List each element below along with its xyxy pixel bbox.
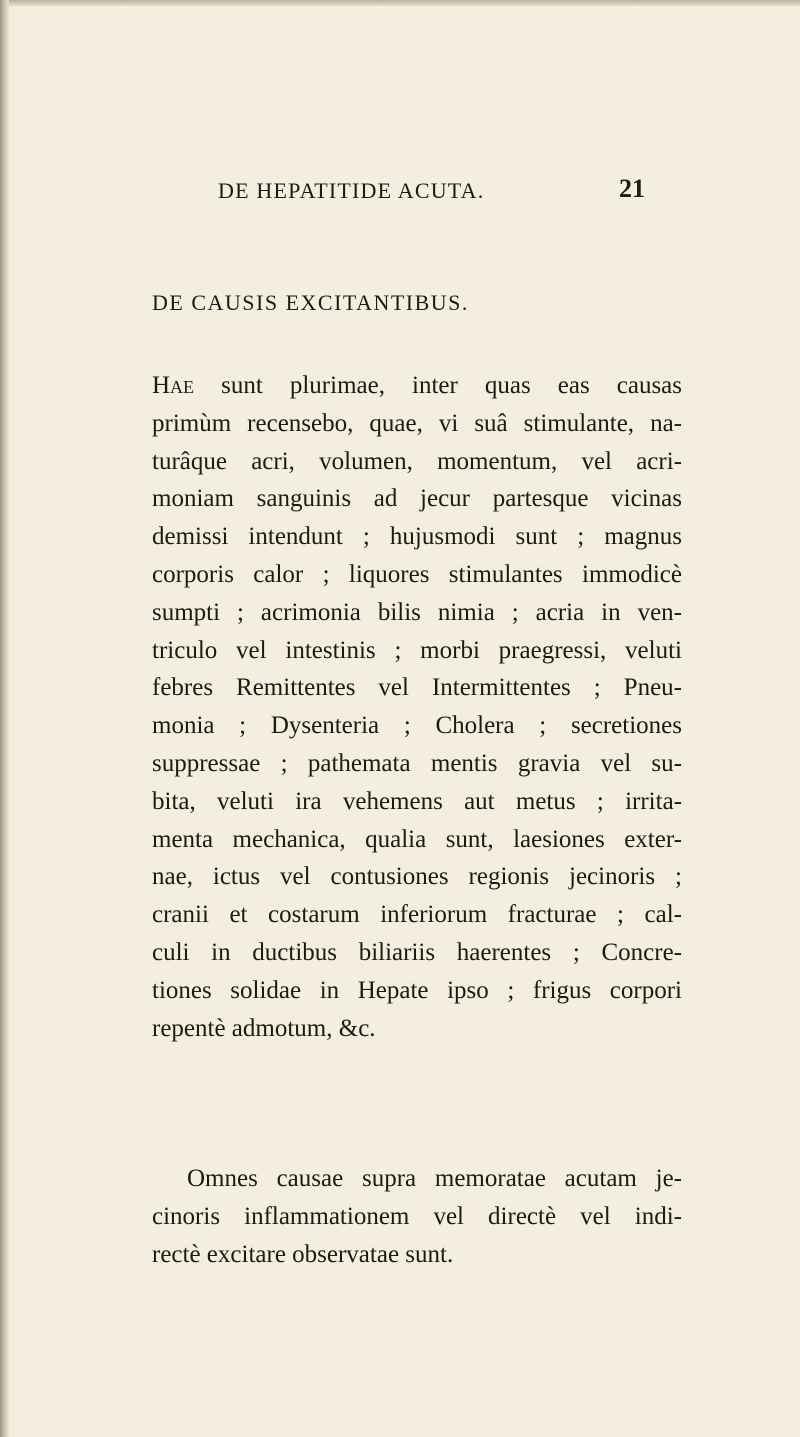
text-line: febres Remittentes vel Intermittentes ; Pneu-	[152, 674, 682, 702]
text-line-rest: sunt plurimae, inter quas eas causas	[194, 372, 682, 399]
paragraph-2	[152, 1160, 682, 1273]
text-line: primùm recensebo, quae, vi suâ stimulante, na-	[152, 409, 682, 437]
text-line: turâque acri, volumen, momentum, vel acri-	[152, 447, 682, 475]
text-line: cranii et costarum inferiorum fracturae ; cal-	[152, 901, 682, 929]
text-line: demissi intendunt ; hujusmodi sunt ; magnus	[152, 523, 682, 551]
initial-word: Hae	[152, 372, 195, 399]
text-line: Omnes causae supra memoratae acutam je-	[187, 1165, 682, 1192]
section-heading: DE CAUSIS EXCITANTIBUS.	[152, 290, 469, 315]
text-line: nae, ictus vel contusiones regionis jecinoris ;	[152, 863, 682, 891]
text-line: rectè excitare observatae sunt.	[152, 1240, 454, 1268]
text-line: culi in ductibus biliariis haerentes ; Concre-	[152, 938, 682, 966]
text-line: cinoris inflammationem vel directè vel indi-	[152, 1202, 682, 1230]
text-line: triculo vel intestinis ; morbi praegressi, veluti	[152, 636, 682, 664]
text-line: monia ; Dysenteria ; Cholera ; secretiones	[152, 712, 682, 740]
text-line: sumpti ; acrimonia bilis nimia ; acria in ven-	[152, 598, 682, 626]
text-line: bita, veluti ira vehemens aut metus ; irrita-	[152, 787, 682, 815]
paragraph-1	[152, 367, 682, 1047]
text-line: menta mechanica, qualia sunt, laesiones exter-	[152, 825, 682, 853]
running-title: DE HEPATITIDE ACUTA.	[218, 178, 485, 203]
text-line: corporis calor ; liquores stimulantes immodicè	[152, 560, 682, 588]
text-line: tiones solidae in Hepate ipso ; frigus corpori	[152, 976, 682, 1004]
text-line	[152, 367, 682, 405]
page-number: 21	[619, 174, 645, 203]
text-line: repentè admotum, &c.	[152, 1014, 376, 1042]
page-top-edge	[0, 0, 800, 6]
text-line: suppressae ; pathemata mentis gravia vel su-	[152, 749, 682, 777]
text-line: moniam sanguinis ad jecur partesque vicinas	[152, 485, 682, 513]
running-header	[0, 174, 800, 218]
